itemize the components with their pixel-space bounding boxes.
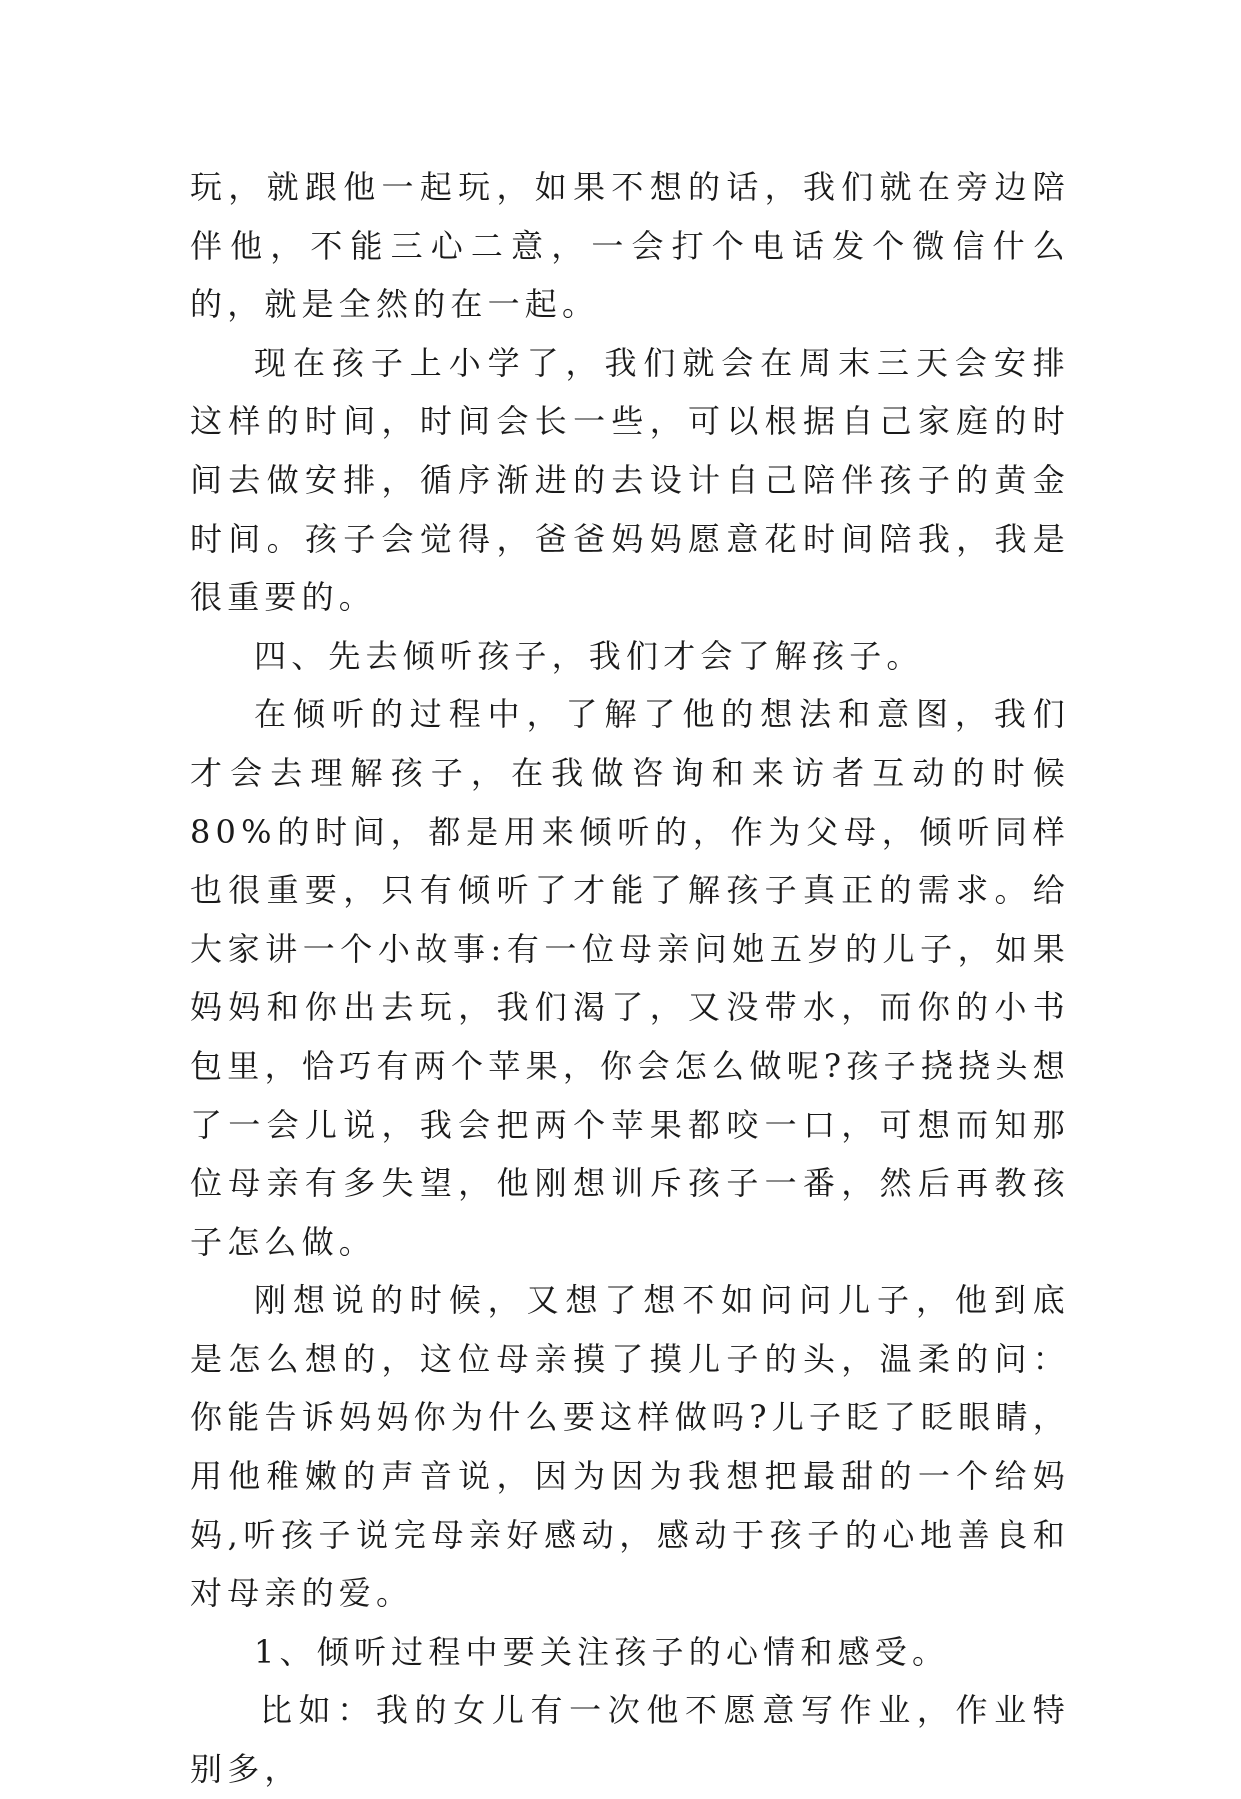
paragraph-3: 在倾听的过程中，了解了他的想法和意图，我们才会去理解孩子，在我做咨询和来访者互动的时候80%的时间，都是用来倾听的，作为父母，倾听同样也很重要，只有倾听了才能了解孩子真正的需求。给大家讲一个小故事:有一位母亲问她五岁的儿子，如果妈妈和你出去玩，我们渴了，又没带水，而你的小书包里，恰巧有两个苹果，你会怎么做呢?孩子挠挠头想了一会儿说，我会把两个苹果都咬一口，可想而知那位母亲有多失望，他刚想训斥孩子一番，然后再教孩子怎么做。	[190, 695, 1070, 1261]
paragraph-1: 玩，就跟他一起玩，如果不想的话，我们就在旁边陪伴他，不能三心二意，一会打个电话发个微信什么的，就是全然的在一起。	[190, 168, 1070, 324]
paragraph-5: 比如：我的女儿有一次他不愿意写作业，作业特别多，	[190, 1691, 1070, 1789]
subheading-1: 1、倾听过程中要关注孩子的心情和感受。	[254, 1632, 950, 1671]
section-heading-4: 四、先去倾听孩子，我们才会了解孩子。	[254, 636, 924, 675]
paragraph-4: 刚想说的时候，又想了想不如问问儿子，他到底是怎么想的，这位母亲摸了摸儿子的头，温柔的问：你能告诉妈妈你为什么要这样做吗?儿子眨了眨眼睛，用他稚嫩的声音说，因为因为我想把最甜的一个给妈妈,听孩子说完母亲好感动，感动于孩子的心地善良和对母亲的爱。	[190, 1281, 1070, 1613]
document-body	[190, 158, 1070, 1799]
paragraph-2: 现在孩子上小学了，我们就会在周末三天会安排这样的时间，时间会长一些，可以根据自己家庭的时间去做安排，循序渐进的去设计自己陪伴孩子的黄金时间。孩子会觉得，爸爸妈妈愿意花时间陪我，我是很重要的。	[190, 343, 1070, 617]
